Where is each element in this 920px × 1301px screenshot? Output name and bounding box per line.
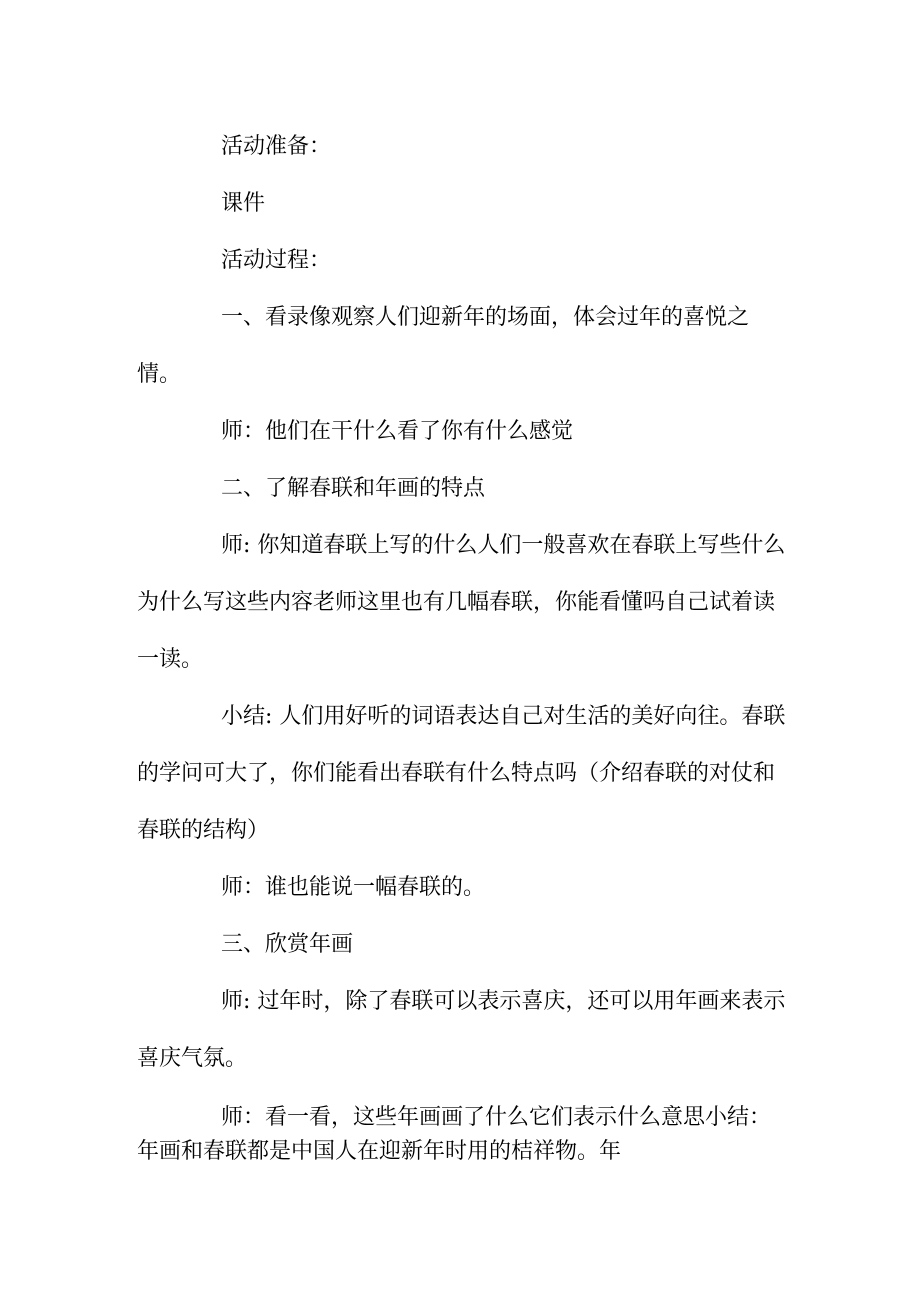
paragraph-section-one: 一、看录像观察人们迎新年的场面，体会过年的喜悦之情。 [137,305,750,387]
paragraph-section-three: 三、欣赏年画 [221,932,354,957]
paragraph-activity-preparation: 活动准备： [221,134,332,159]
paragraph-section-two: 二、了解春联和年画的特点 [221,476,486,501]
paragraph-summary-1: 小结: 人们用好听的词语表达自己对生活的美好向往。春联的学问可大了，你们能看出春联有什么特点吗（介绍春联的对仗和春联的结构） [137,704,786,843]
paragraph-teacher-question-3: 师：谁也能说一幅春联的。 [221,875,486,900]
paragraph-teacher-question-2: 师: 你知道春联上写的什么人们一般喜欢在春联上写些什么为什么写这些内容老师这里也有几幅春联，你能看懂吗自己试着读一读。 [137,533,786,672]
paragraph-teacher-question-5: 师：看一看，这些年画画了什么它们表示什么意思小结：年画和春联都是中国人在迎新年时用的桔祥物。年 [137,1105,772,1164]
paragraph-teacher-question-1: 师：他们在干什么看了你有什么感觉 [221,419,574,444]
paragraph-activity-process: 活动过程： [221,248,332,273]
paragraph-courseware: 课件 [221,191,266,216]
paragraph-teacher-question-4: 师: 过年时，除了春联可以表示喜庆，还可以用年画来表示喜庆气氛。 [137,989,786,1071]
